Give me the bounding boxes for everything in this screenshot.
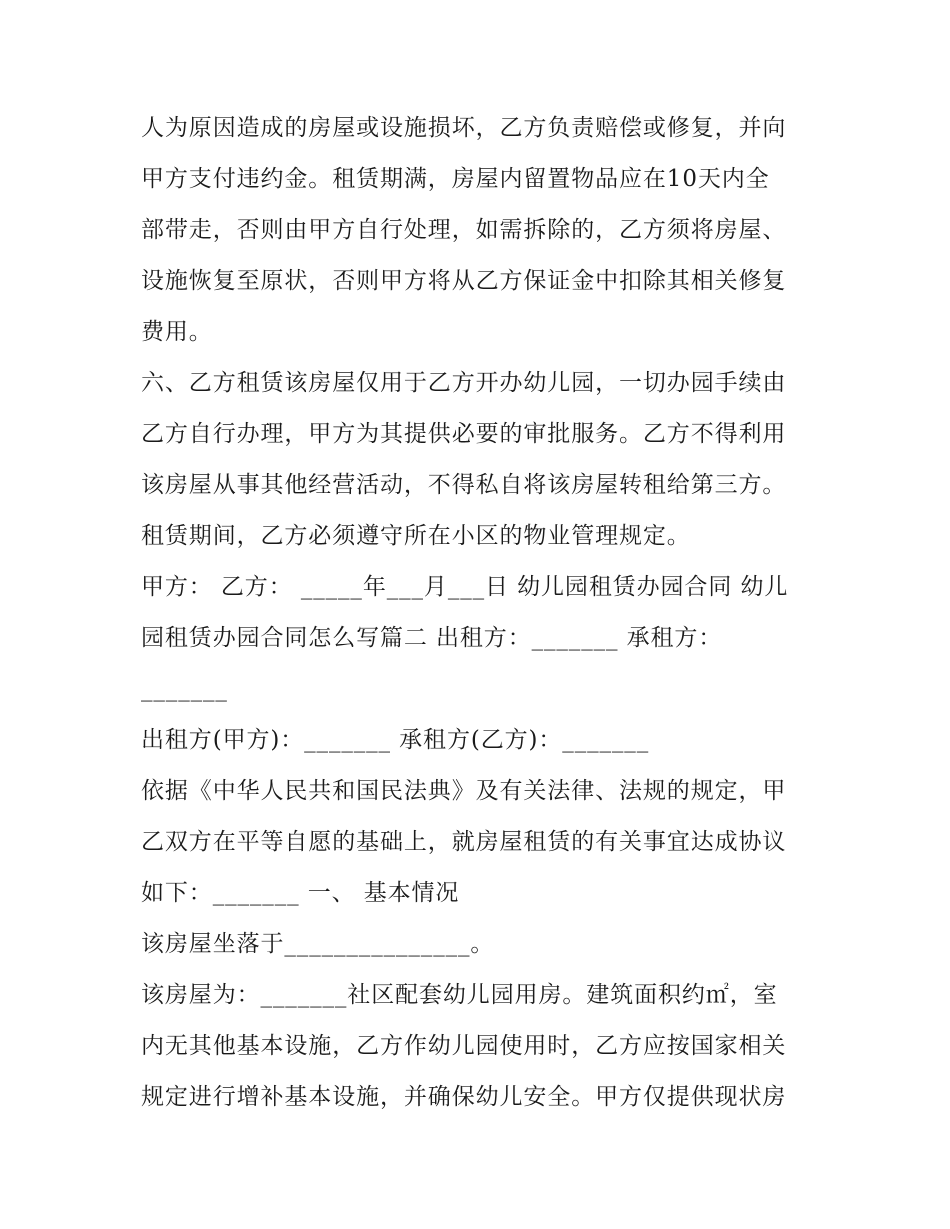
document-body — [141, 103, 821, 1123]
text-line: 如下：_______ 一、 基本情况 — [141, 880, 460, 906]
text-line: 甲方支付违约金。租赁期满，房屋内留置物品应在10天内全 — [141, 166, 770, 192]
text-line: 部带走，否则由甲方自行处理，如需拆除的，乙方须将房屋、 — [141, 217, 787, 243]
text-line: 甲方： 乙方： _____年___月___日 幼儿园租赁办园合同 幼儿 — [141, 574, 789, 600]
text-line: 人为原因造成的房屋或设施损坏，乙方负责赔偿或修复，并向 — [141, 115, 787, 141]
text-line: 该房屋为：_______社区配套幼儿园用房。建筑面积约㎡，室 — [141, 982, 778, 1008]
text-line: 园租赁办园合同怎么写篇二 出租方：_______ 承租方： — [141, 625, 723, 651]
text-line: 租赁期间，乙方必须遵守所在小区的物业管理规定。 — [141, 523, 691, 549]
text-line: 出租方(甲方)：_______ 承租方(乙方)：_______ — [141, 727, 650, 753]
text-line: 费用。 — [141, 319, 213, 345]
text-line: 乙方自行办理，甲方为其提供必要的审批服务。乙方不得利用 — [141, 421, 787, 447]
text-line: 依据《中华人民共和国民法典》及有关法律、法规的规定，甲 — [141, 778, 787, 804]
text-line: 该房屋坐落于_______________。 — [141, 931, 495, 957]
text-line: 六、乙方租赁该房屋仅用于乙方开办幼儿园，一切办园手续由 — [141, 370, 787, 396]
text-line: 该房屋从事其他经营活动，不得私自将该房屋转租给第三方。 — [141, 472, 787, 498]
text-line: _______ — [141, 676, 228, 702]
text-line: 乙双方在平等自愿的基础上，就房屋租赁的有关事宜达成协议 — [141, 829, 787, 855]
text-line: 规定进行增补基本设施，并确保幼儿安全。甲方仅提供现状房 — [141, 1084, 787, 1110]
text-line: 设施恢复至原状，否则甲方将从乙方保证金中扣除其相关修复 — [141, 268, 787, 294]
text-line: 内无其他基本设施，乙方作幼儿园使用时，乙方应按国家相关 — [141, 1033, 787, 1059]
